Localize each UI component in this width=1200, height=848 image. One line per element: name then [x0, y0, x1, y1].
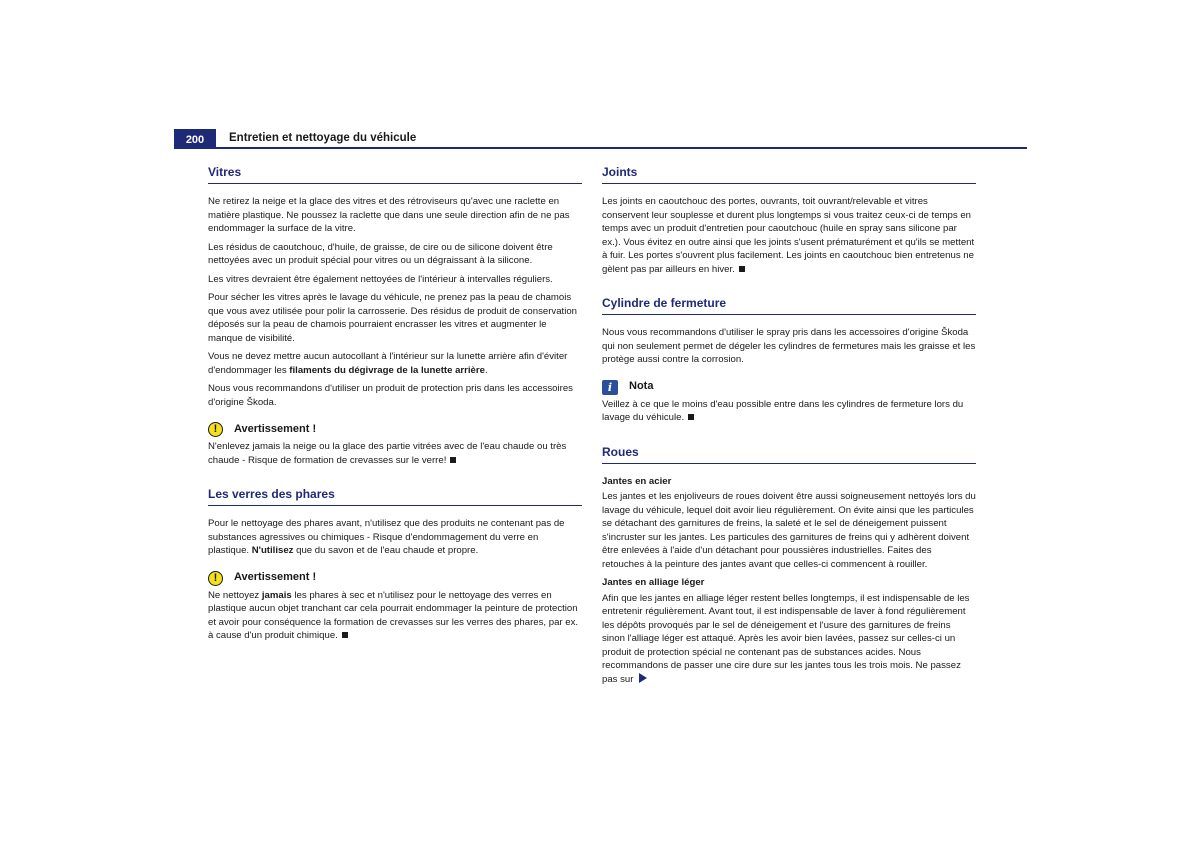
continue-arrow-icon	[639, 673, 647, 683]
paragraph: Les résidus de caoutchouc, d'huile, de graisse, de cire ou de silicone doivent être nettoyées avec un produit spécial pour vitres ou un dégraissant à la silicone.	[208, 241, 553, 266]
paragraph: Pour sécher les vitres après le lavage du véhicule, ne prenez pas la peau de chamois que vous avez utilisée pour polir la carrosserie. Des résidus de produit de conservation déposés sur la peau de chamois pourraient encrasser les vitres et augmenter le manque de visibilité.	[208, 292, 578, 344]
page-header	[174, 129, 1027, 149]
text-run: .	[484, 364, 488, 376]
text-run: N'enlevez jamais la neige ou la glace des partie vitrées avec de l'eau chaude ou très chaude - Risque de formation de crevasses sur le verre!	[208, 441, 567, 466]
section-title-phares: Les verres des phares	[208, 486, 582, 506]
section-title-joints: Joints	[602, 164, 976, 184]
subheading-steel-rims: Jantes en acier	[602, 475, 672, 487]
paragraph: Les jantes et les enjoliveurs de roues doivent être aussi soigneusement nettoyés lors du lavage du véhicule, lequel doit avoir lieu régulièrement. On évite ainsi que les particules se détachant des garnitures de freins, la saleté et le sel de déneigement puissent s'incruster sur les jantes. Les particules des garnitures de freins qui y adhèrent doivent être enlevées à l'aide d'un détachant pour poussières industrielles. Faites des retouches à la peinture des jantes avant que celles-ci commencent à rouiller.	[602, 491, 976, 570]
paragraph: Nous vous recommandons d'utiliser le spray pris dans les accessoires d'origine Škoda qui non seulement permet de dégeler les cylindres de fermetures mais les graisse et les protège aussi contre la corrosion.	[602, 327, 976, 365]
note-callout	[602, 380, 976, 395]
info-icon: i	[602, 380, 618, 395]
note-title: Nota	[629, 380, 654, 393]
text-run: Afin que les jantes en alliage léger restent belles longtemps, il est indispensable de les entretenir régulièrement. Avant tout, il est indispensable de laver à fond régulièrement les dépôts provoqués par le sel de déneigement et l'usure des garnitures de freins sinon l'alliage léger est attaqué. Après les avoir bien lavées, passez sur celles-ci un produit de protection spécial ne contenant pas de substances acides. Nous recommandons de passer une cire dure sur les jantes tous les trois mois. Ne passez pas sur	[602, 592, 970, 685]
paragraph: Les vitres devraient être également nettoyées de l'intérieur à intervalles réguliers.	[208, 273, 553, 285]
page-number: 200	[174, 129, 216, 149]
text-run: Pour le nettoyage des phares avant, n'utilisez que des produits ne contenant pas de substances agressives ou chimiques - Risque d'endommagement du verre en plastique.	[208, 518, 565, 556]
subheading-alloy-rims: Jantes en alliage léger	[602, 577, 705, 588]
warning-text	[208, 440, 582, 467]
section-title-cylindre: Cylindre de fermeture	[602, 295, 976, 315]
chapter-title: Entretien et nettoyage du véhicule	[229, 132, 417, 144]
paragraph: Nous vous recommandons d'utiliser un produit de protection pris dans les accessoires d'origine Škoda.	[208, 383, 573, 408]
bold-term: N'utilisez	[251, 545, 294, 556]
warning-icon: !	[208, 422, 223, 437]
end-mark-icon	[739, 266, 745, 272]
text-run: Vous ne devez mettre aucun autocollant à l'intérieur sur la lunette arrière afin d'éviter d'endommager les	[208, 351, 568, 376]
paragraph	[602, 195, 976, 276]
paragraph	[602, 592, 976, 687]
bold-term: jamais	[261, 589, 292, 601]
text-run: Les joints en caoutchouc des portes, ouvrants, toit ouvrant/relevable et vitres conservent leur souplesse et durent plus longtemps si vous traitez ceux-ci de temps en temps avec un produit d'entretien pour caoutchouc (huile en spray sans silicone par ex.). Vous évitez en outre ainsi que les joints s'usent prématurément et qu'ils se mettent à fuir. Les portes s'ouvrent plus facilement. Les joints en caoutchouc bien entretenus ne gèlent pas par ailleurs en hiver.	[602, 196, 975, 275]
note-text	[602, 398, 976, 425]
text-run: Veillez à ce que le moins d'eau possible entre dans les cylindres de fermeture lors du lavage du véhicule.	[602, 398, 964, 423]
warning-text	[208, 589, 582, 643]
warning-callout-2	[208, 571, 582, 586]
right-column	[602, 164, 976, 691]
text-run: Ne nettoyez	[208, 589, 262, 601]
paragraph	[208, 517, 582, 558]
left-column	[208, 164, 582, 648]
end-mark-icon	[342, 632, 348, 638]
paragraph: Ne retirez la neige et la glace des vitres et des rétroviseurs qu'avec une raclette en matière plastique. Ne poussez la raclette que dans une seule direction afin de ne pas endommager la surface de la vitre.	[208, 196, 570, 234]
text-run: les phares à sec et n'utilisez pour le nettoyage des verres en plastique aucun objet tranchant car cela pourrait endommager la peinture de protection et avoir pour conséquence la formation de crevasses sur les verres des phares, par ex. à cause d'un produit chimique.	[208, 589, 579, 641]
paragraph	[208, 350, 582, 377]
header-rule	[174, 147, 1027, 149]
warning-callout-1	[208, 422, 582, 437]
warning-title: Avertissement !	[234, 571, 317, 584]
bold-term: filaments du dégivrage de la lunette arrière	[289, 364, 485, 376]
end-mark-icon	[688, 414, 694, 420]
end-mark-icon	[450, 457, 456, 463]
section-title-roues: Roues	[602, 444, 976, 464]
warning-title: Avertissement !	[234, 422, 317, 435]
text-run: que du savon et de l'eau chaude et propre.	[293, 545, 479, 556]
section-title-vitres: Vitres	[208, 164, 582, 184]
warning-icon: !	[208, 571, 223, 586]
